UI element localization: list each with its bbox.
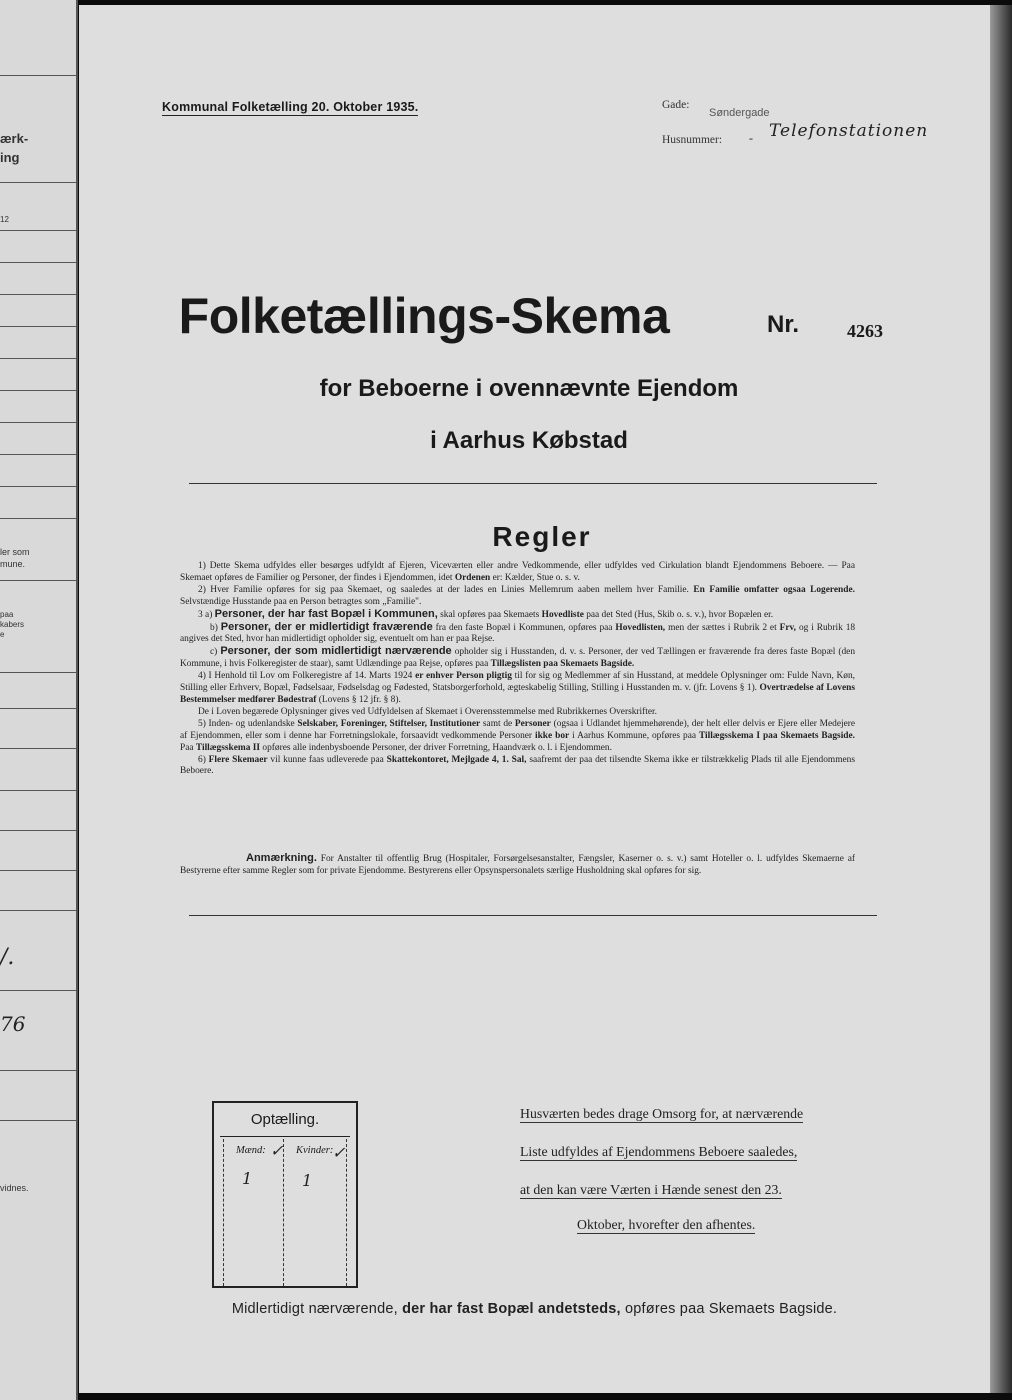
divider: [0, 390, 76, 391]
rule-6: [180, 755, 855, 779]
house-number-label: Husnummer:: [662, 134, 723, 146]
rule-text: skal opføres paa Skemaets: [440, 609, 540, 620]
rule-bold: er enhver Person pligtig: [415, 671, 512, 682]
divider: [0, 230, 76, 231]
rule-bold: Frv,: [779, 622, 797, 633]
divider: [0, 580, 76, 581]
rule-3c: [180, 646, 855, 671]
footer-bold: der har fast Bopæl andetsteds,: [402, 1301, 621, 1317]
street-label: Gade:: [662, 99, 690, 111]
rule-text: paa det Sted (Hus, Skib o. s. v.), hvor Bopælen er.: [586, 609, 774, 620]
column-line: [223, 1139, 224, 1286]
prev-text: kabers: [0, 620, 25, 629]
rule-text: opholder sig i Husstanden, d. v. s. Personer, der ved Tællingen er fraværende fra deres faste Bopæl (den Kommune, i hvis Folkeregister de staar), samt Udlændinge paa Rejse, opføres paa: [180, 647, 856, 670]
divider: [0, 790, 76, 791]
landlord-text: Liste udfyldes af Ejendommens Beboere saaledes,: [520, 1144, 798, 1159]
divider: [0, 830, 76, 831]
rule-text: (ogsaa i Udlandet hjemmehørende), der helt eller delvis er Ejere eller Medejere af Ejendommen, eller som i denne har Forretningslokale, forsaavidt vedkommende Personer: [180, 718, 856, 741]
handwritten-number: 76: [0, 1012, 26, 1036]
rule-number: b): [210, 622, 218, 633]
landlord-text: Oktober, hvorefter den afhentes.: [577, 1217, 756, 1232]
house-number-handwritten: Telefonstationen: [769, 121, 929, 141]
page-edge-shadow: [990, 5, 1012, 1393]
prev-text: ing: [0, 150, 20, 165]
footer-text: Midlertidigt nærværende,: [231, 1301, 398, 1317]
divider: [0, 1070, 76, 1071]
prev-text: paa: [0, 610, 14, 619]
rule-text: Selvstændige Husstande paa en Person betragtes som „Familie".: [180, 596, 422, 607]
divider: [0, 422, 76, 423]
form-title: Folketællings-Skema: [178, 288, 670, 344]
rule-bold: ikke bor: [534, 730, 570, 741]
census-form-page: [79, 5, 990, 1393]
divider: [0, 870, 76, 871]
rule-2: [180, 585, 855, 609]
rule-4: [180, 671, 855, 707]
rule-text: er: Kælder, Stue o. s. v.: [492, 572, 580, 583]
prev-text: vidnes.: [0, 1183, 29, 1193]
divider: [0, 910, 76, 911]
landlord-notice-line: [520, 1180, 782, 1200]
prev-text: ærk-: [0, 131, 29, 146]
rule-text: men der sættes i Rubrik 2 et: [668, 622, 777, 633]
divider: [0, 454, 76, 455]
divider: [220, 1136, 350, 1137]
rule-text: opføres alle indenbysboende Personer, der driver Forretning, Haandværk o. l. i Ejendommen.: [262, 742, 612, 753]
rule-text: i Aarhus Kommune, opføres paa: [572, 730, 697, 741]
rule-bold: Tillægsskema II: [195, 742, 261, 753]
rule-text: og i Rubrik 18 angives det Sted, hvor han midlertidigt opholder sig, eventuelt om han er paa Rejse.: [180, 622, 856, 645]
rule-text: (Lovens § 12 jfr. § 8).: [318, 694, 401, 705]
dash: -: [749, 131, 753, 145]
rule-1: [180, 561, 855, 585]
form-number: 4263: [847, 321, 883, 341]
landlord-notice-line: [520, 1142, 797, 1162]
rule-bold: Hovedliste: [541, 609, 584, 620]
subtitle-residents: for Beboerne i ovennævnte Ejendom: [319, 375, 739, 402]
divider: [0, 486, 76, 487]
divider: [0, 75, 76, 76]
street-value: Søndergade: [709, 107, 770, 119]
landlord-text: Husværten bedes drage Omsorg for, at nærværende: [520, 1106, 804, 1121]
divider: [189, 915, 877, 916]
rule-bold: Flere Skemaer: [208, 754, 268, 765]
rule-bold: Skattekontoret, Mejlgade 4, 1. Sal,: [386, 754, 527, 765]
remark-label: Anmærkning.: [246, 852, 317, 864]
divider: [0, 326, 76, 327]
rule-text: 4) I Henhold til Lov om Folkeregistre af 14. Marts 1924: [198, 671, 413, 682]
rules-heading: Regler: [492, 521, 592, 552]
checkmark-icon: ✓: [332, 1143, 346, 1162]
rule-bold: Ordenen: [454, 572, 491, 583]
rule-bold: En Familie omfatter ogsaa Logerende.: [693, 584, 855, 595]
previous-page-edge: [0, 0, 78, 1400]
rule-text: saafremt der paa det tilsendte Skema ikke er tilstrækkelig Plads til alle Ejendommens Beboere.: [180, 754, 856, 777]
rule-bold: Personer, der er midlertidigt fraværende: [220, 620, 433, 633]
divider: [189, 483, 877, 484]
count-title: Optælling.: [250, 1111, 320, 1128]
rule-bold: Tillægslisten paa Skemaets Bagside.: [490, 659, 635, 670]
rule-text: De i Loven begærede Oplysninger gives ved Udfyldelsen af Skemaet i Overensstemmelse med Rubrikkernes Overskrifter.: [198, 706, 657, 717]
landlord-notice-line: [520, 1104, 803, 1124]
rule-4b: [180, 707, 855, 719]
divider: [0, 990, 76, 991]
rule-bold: Personer: [514, 718, 551, 729]
rule-number: 3 a): [198, 609, 213, 620]
subtitle-municipality: i Aarhus Købstad: [430, 427, 628, 454]
rule-bold: Tillægsskema I paa Skemaets Bagside.: [698, 730, 856, 741]
divider: [0, 294, 76, 295]
rule-number: 6): [198, 754, 206, 765]
rule-bold: Personer, der har fast Bopæl i Kommunen,: [214, 607, 438, 620]
prev-text: e: [0, 630, 5, 639]
divider: [0, 1120, 76, 1121]
landlord-notice-line: [577, 1215, 755, 1235]
prev-text: mune.: [0, 559, 26, 569]
rule-text: til for sig og Medlemmer af sin Husstand, at meddele Oplysninger om: Fulde Navn, Køn, Stilling eller Erhverv, Bopæl, Fødselsaar, Fødselsdag og Fødested, Statsborgerforhold, ægteskabelig Stilling, Stilling i Husstanden m. v. (jfr. Lovens § 1).: [180, 671, 855, 694]
rule-text: Paa: [180, 742, 194, 753]
divider: [0, 358, 76, 359]
rule-bold: Hovedlisten,: [615, 622, 666, 633]
women-label: Kvinder:: [296, 1145, 334, 1156]
remark-paragraph: [180, 853, 855, 878]
divider: [0, 708, 76, 709]
rules-text: [180, 561, 855, 778]
remark-text: For Anstalter til offentlig Brug (Hospitaler, Forsørgelsesanstalter, Fængsler, Kaserner o. s. v.) samt Hoteller o. l. udfyldes Skemaerne af Bestyrerne efter samme Regler som for private Ejendomme. Bestyrerens eller Opsynspersonalets særlige Husholdning skal opføres for sig.: [180, 854, 856, 876]
divider: [0, 748, 76, 749]
divider: [0, 262, 76, 263]
rule-3b: [180, 622, 855, 647]
rule-text: 5) Inden- og udenlandske: [198, 718, 295, 729]
footer-note: [79, 1301, 990, 1317]
rule-bold: Selskaber, Foreninger, Stiftelser, Institutioner: [297, 718, 481, 729]
men-label: Mænd:: [236, 1145, 266, 1156]
landlord-text: at den kan være Værten i Hænde senest den 23.: [520, 1182, 782, 1197]
handwritten-mark: /.: [0, 945, 15, 970]
divider: [0, 672, 76, 673]
rule-bold: Personer, der som midlertidigt nærværende: [220, 645, 452, 658]
checkmark-icon: ✓: [270, 1141, 284, 1160]
rule-text: fra den faste Bopæl i Kommunen, opføres paa: [435, 622, 613, 633]
column-line: [346, 1139, 347, 1286]
remark-note: [180, 853, 855, 878]
count-box: [212, 1101, 358, 1288]
prev-text: ler som: [0, 547, 30, 557]
divider: [0, 518, 76, 519]
column-line: [283, 1139, 284, 1286]
rule-text: 2) Hver Familie opføres for sig paa Skemaet, og saaledes at der lades en Linies Mellemrum aaben mellem hver Familie.: [198, 584, 689, 595]
rule-text: 1) Dette Skema udfyldes eller besørges udfyldt af Ejeren, Viceværten eller andre Vedkommende, eller udfyldes ved Cirkulation blandt Ejendommens Beboere. — Paa Skemaet opføres de Familier og Personer, der findes i Ejendommen, idet: [180, 561, 855, 583]
men-count: 1: [242, 1169, 253, 1188]
form-number-label: Nr.: [767, 311, 800, 338]
rule-text: vil kunne faas udleverede paa: [270, 754, 384, 765]
footer-text: opføres paa Skemaets Bagside.: [625, 1301, 838, 1317]
rule-bold: Overtrædelse af Lovens Bestemmelser medfører Bødestraf: [180, 683, 855, 705]
divider: [0, 182, 76, 183]
rule-number: c): [210, 647, 218, 658]
rule-text: samt de: [482, 718, 513, 729]
women-count: 1: [302, 1171, 313, 1190]
rule-5: [180, 719, 855, 755]
prev-text: 12: [0, 215, 9, 224]
census-title: Kommunal Folketælling 20. Oktober 1935.: [162, 100, 419, 114]
